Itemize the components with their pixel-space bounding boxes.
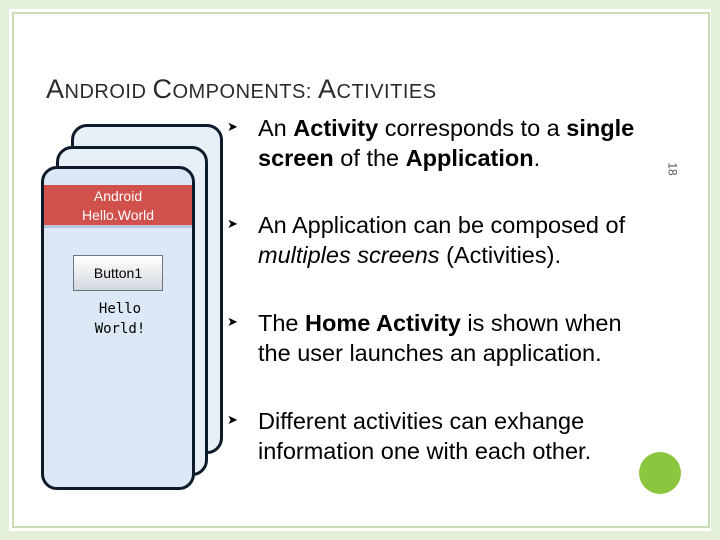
bullet-text [258,210,708,270]
arrow-right-icon: ➤ [227,315,238,330]
bullet-text [258,308,708,368]
slide-number: 18 [665,162,680,176]
arrow-right-icon: ➤ [227,217,238,232]
text-run: Application [405,145,534,171]
decorative-green-circle [639,452,681,494]
text-run: . [533,145,541,171]
arrow-right-icon: ➤ [227,413,238,428]
text-run: information one with each other. [258,438,592,464]
button1[interactable]: Button1 [73,255,163,291]
bullet-text [258,113,708,176]
phone-front-screen [41,166,195,490]
app-title-bar [44,185,192,228]
text-run: corresponds to a [378,115,567,141]
text-run: An Application can be composed of [258,212,626,238]
bullet-line [258,308,708,338]
arrow-right-icon: ➤ [227,120,238,135]
title-segment: OMPONENTS: [172,81,318,103]
hello-line1: Hello [98,301,142,317]
title-segment: C [152,74,173,104]
hello-world-text [80,299,160,339]
bullet-line [258,338,708,368]
text-run: the user launches an application. [258,340,602,366]
text-run: screen [258,145,334,171]
text-run: (Activities). [439,242,561,268]
title-segment: A [46,74,65,104]
bullet-line [258,436,708,466]
title-segment: NDROID [64,81,153,103]
title-segment: CTIVITIES [336,81,437,103]
bullet-line [258,143,708,176]
text-run: is shown when [460,310,622,336]
bullet-line [258,406,708,436]
title-segment: A [317,74,337,104]
bullet-line [258,210,708,240]
text-run: Activity [293,115,379,141]
bullet-line [258,113,708,143]
text-run: The [258,310,306,336]
text-run: single [566,115,635,141]
hello-line2: World! [94,321,146,337]
app-title-line2: Hello.World [81,207,155,223]
app-title-line1: Android [93,188,143,204]
slide-title [46,74,437,105]
text-run: An [258,115,294,141]
text-run: Different activities can exhange [258,408,585,434]
text-run: multiples screens [258,242,440,268]
text-run: of the [333,145,406,171]
text-run: Home Activity [305,310,461,336]
bullet-line [258,240,708,270]
bullet-text [258,406,708,466]
